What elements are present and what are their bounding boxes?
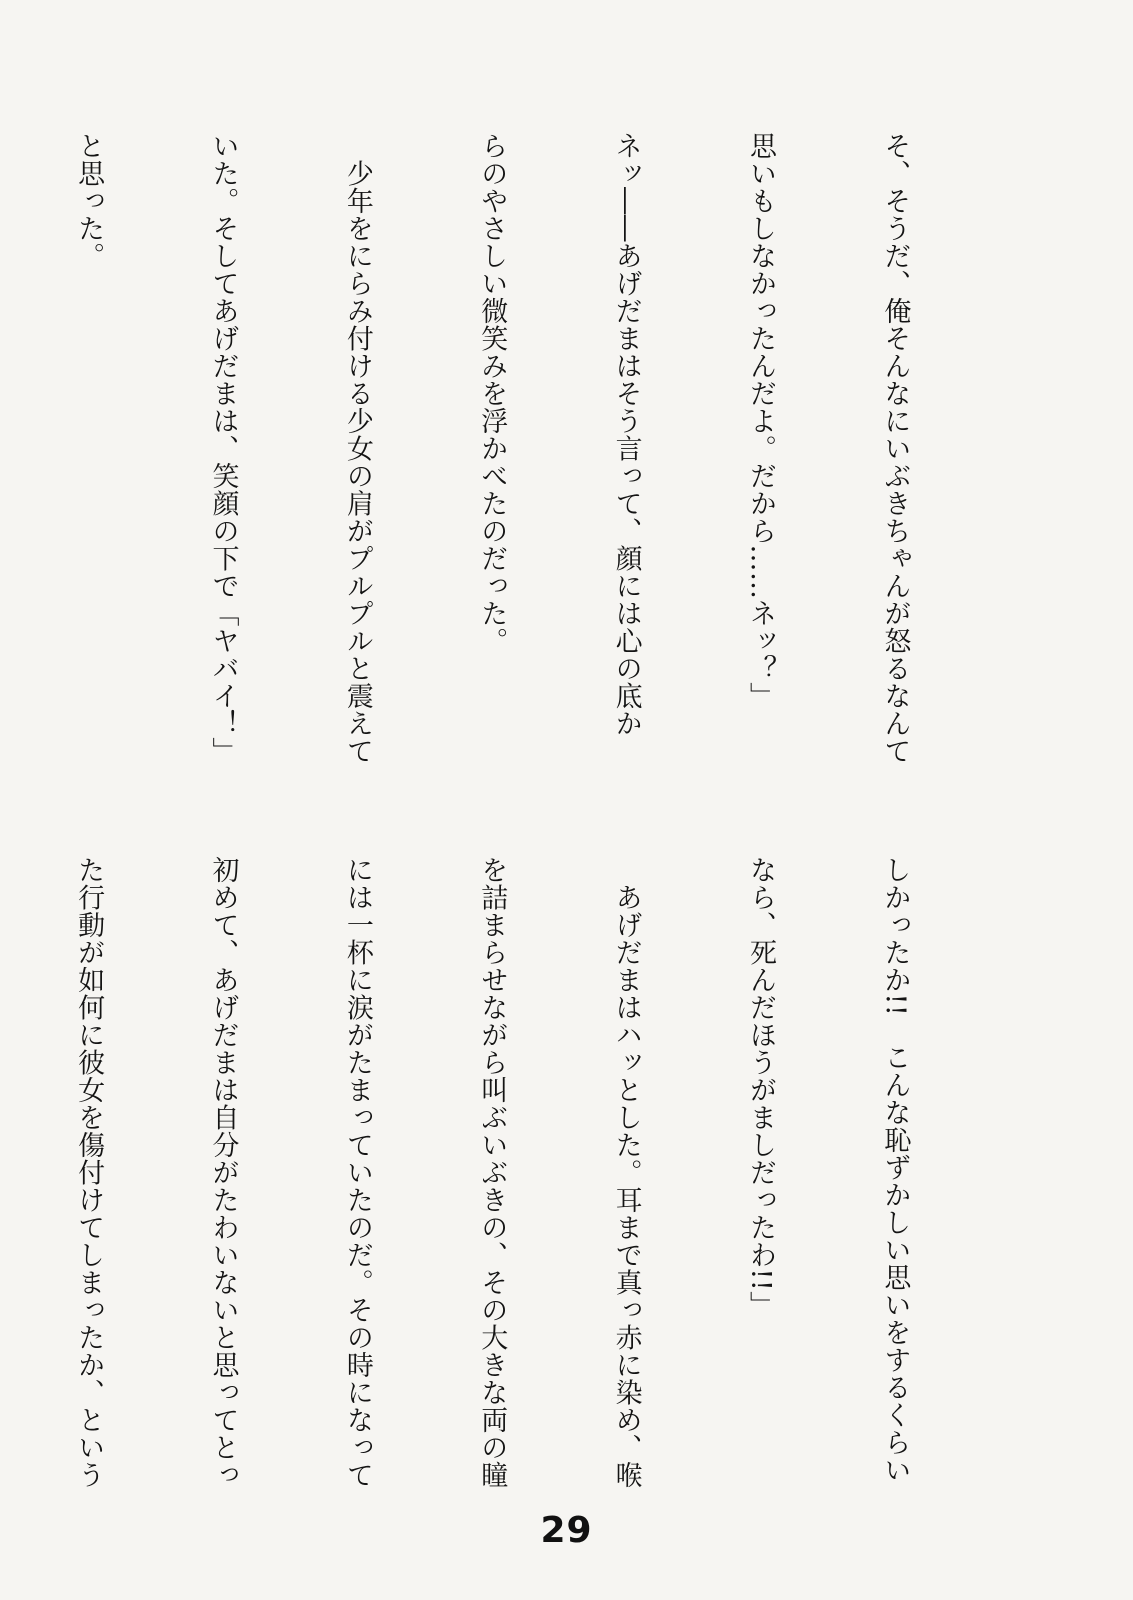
page-number: 29: [540, 1510, 593, 1551]
text-line: を詰まらせながら叫ぶいぶきの、その大きな両の瞳: [476, 856, 508, 1489]
lower-text-block: [73, 856, 1006, 1536]
text-line: しかったか!! こんな恥ずかしい思いをするくらい: [879, 856, 911, 1484]
text-line: いた。そしてあげだまは、笑顔の下で「ヤバイ！」: [207, 132, 239, 765]
text-line: 少年をにらみ付ける少女の肩がプルプルと震えて: [341, 132, 373, 765]
text-line: た行動が如何に彼女を傷付けてしまったか、という: [73, 856, 105, 1489]
text-line: ネッ――あげだまはそう言って、顔には心の底か: [610, 132, 642, 737]
text-line: 思いもしなかったんだよ。だから……ネッ？」: [745, 132, 777, 710]
text-line: なら、死んだほうがましだったわ!!」: [745, 856, 777, 1319]
text-line: らのやさしい微笑みを浮かべたのだった。: [476, 132, 508, 655]
text-line: と思った。: [73, 132, 105, 270]
upper-text-block: [73, 132, 1006, 772]
text-line: には一杯に涙がたまっていたのだ。その時になって: [341, 856, 373, 1489]
text-line: あげだまはハッとした。耳まで真っ赤に染め、喉: [610, 856, 642, 1489]
text-line: そ、そうだ、俺そんなにいぶきちゃんが怒るなんて: [879, 132, 911, 765]
text-line: 初めて、あげだまは自分がたわいないと思ってとっ: [207, 856, 239, 1489]
